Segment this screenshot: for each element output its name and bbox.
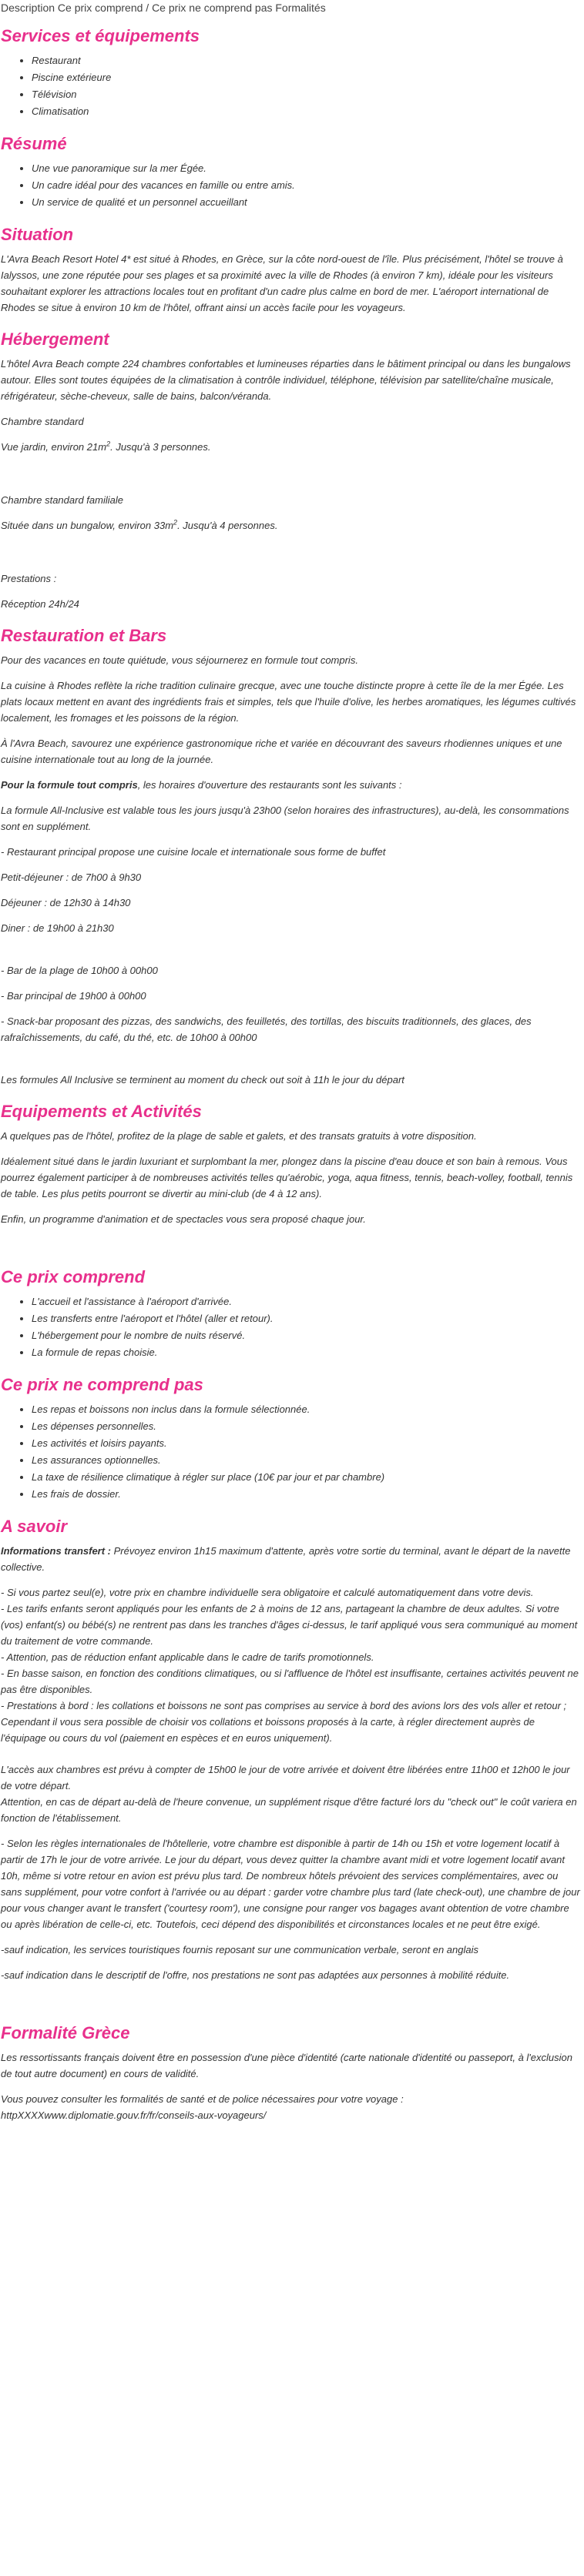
resume-list	[1, 160, 582, 211]
list-item: • Un cadre idéal pour des vacances en famille ou entre amis.	[32, 177, 582, 194]
transfer-info: Informations transfert : Prévoyez environ 1h15 maximum d'attente, après votre sortie du terminal, avant le départ de la navette collective.	[1, 1545, 571, 1573]
restauration-p4: Pour la formule tout compris, les horaires d'ouverture des restaurants sont les suivants :	[1, 779, 402, 791]
list-item: • L'hébergement pour le nombre de nuits réservé.	[32, 1327, 582, 1344]
mobility-note: -sauf indication dans le descriptif de l'offre, nos prestations ne sont pas adaptées aux personnes à mobilité réduite.	[1, 1969, 510, 1981]
list-item: • Climatisation	[32, 103, 582, 120]
beach-bar-hours: - Bar de la plage de 10h00 à 00h00	[1, 965, 158, 976]
activites-p1: A quelques pas de l'hôtel, profitez de la plage de sable et galets, et des transats gratuits à votre disposition.	[1, 1130, 477, 1142]
room-access: L'accès aux chambres est prévu à compter de 15h00 le jour de votre arrivée et doivent être libérées entre 11h00 et 12h00 le jour de votre départ. Attention, en cas de départ au-delà de l'heure convenue, un supplément risque d'être facturé lors du "check out" le coût variera en fonction de l'établissement.	[1, 1764, 577, 1824]
list-item: • Piscine extérieure	[32, 69, 582, 86]
tabs-line: Description Ce prix comprend / Ce prix ne comprend pas Formalités	[1, 2, 326, 14]
services-list	[1, 52, 582, 120]
list-item: • L'accueil et l'assistance à l'aéroport d'arrivée.	[32, 1293, 582, 1310]
list-item: • Les assurances optionnelles.	[32, 1452, 582, 1469]
reception-text: Réception 24h/24	[1, 598, 79, 610]
hotel-rules: - Selon les règles internationales de l'hôtellerie, votre chambre est disponible à partir de 14h ou 15h et votre logement locatif à partir de 17h le jour de votre arrivée. Le jour du départ, vous devez quitter la chambre avant midi et votre logement locatif avant 10h, même si votre retour en avion est prévu plus tard. De nombreux hôtels prévoient des services complémentaires, avec ou sans supplément, pour votre confort à l'arrivée ou au départ : garder votre chambre plus tard (late check-out), une chambre de jour pour vous changer avant le transfert ('courtesy room'), une consigne pour ranger vos bagages avant obtention de votre chambre ou après libération de celle-ci, etc. Toutefois, ceci dépend des disponibilités et circonstances locales et ne peut être exigé.	[1, 1838, 580, 1930]
list-item: • Télévision	[32, 86, 582, 103]
list-item: • Les transferts entre l'aéroport et l'hôtel (aller et retour).	[32, 1310, 582, 1327]
comprend-title: Ce prix comprend	[1, 1267, 146, 1286]
list-item: • Une vue panoramique sur la mer Égée.	[32, 160, 582, 177]
formalite-p2: Vous pouvez consulter les formalités de santé et de police nécessaires pour votre voyage : httpXXXXwww.diplomatie.gouv.fr/fr/conseils-aux-voyageurs/	[1, 2093, 404, 2121]
list-item: • Les frais de dossier.	[32, 1486, 582, 1503]
room2-desc: Située dans un bungalow, environ $33m^2$. Jusqu'à 4 personnes.	[1, 518, 278, 531]
resume-title: Résumé	[1, 134, 67, 153]
list-item: • Un service de qualité et un personnel accueillant	[32, 194, 582, 211]
formalite-title: Formalité Grèce	[1, 2023, 130, 2042]
restauration-title: Restauration et Bars	[1, 626, 167, 645]
activites-p3: Enfin, un programme d'animation et de spectacles vous sera proposé chaque jour.	[1, 1213, 366, 1225]
room1-desc: Vue jardin, environ $21m^2$. Jusqu'à 3 personnes.	[1, 440, 211, 453]
ne-comprend-title: Ce prix ne comprend pas	[1, 1375, 203, 1394]
comprend-list	[1, 1293, 582, 1361]
restauration-p5: La formule All-Inclusive est valable tous les jours jusqu'à 23h00 (selon horaires des infrastructures), au-delà, les consommations sont en supplément.	[1, 805, 569, 832]
room2-name: Chambre standard familiale	[1, 494, 123, 506]
hebergement-intro: L'hôtel Avra Beach compte 224 chambres confortables et lumineuses réparties dans le bâtiment principal ou dans les bungalows autour. Elles sont toutes équipées de la climatisation à contrôle individuel, téléphone, télévision par satellite/chaîne musicale, réfrigérateur, sèche-cheveux, salle de bains, balcon/véranda.	[1, 358, 571, 402]
diplomatie-link[interactable]: httpXXXXwww.diplomatie.gouv.fr/fr/conseils-aux-voyageurs/	[1, 2109, 267, 2121]
ne-comprend-list	[1, 1401, 582, 1503]
list-item: • La formule de repas choisie.	[32, 1344, 582, 1361]
activites-title: Equipements et Activités	[1, 1102, 202, 1121]
list-item: • Les dépenses personnelles.	[32, 1418, 582, 1435]
all-inclusive-note: Les formules All Inclusive se terminent au moment du check out soit à 11h le jour du départ	[1, 1074, 404, 1086]
restauration-p1: Pour des vacances en toute quiétude, vous séjournerez en formule tout compris.	[1, 654, 358, 666]
list-item: • Restaurant	[32, 52, 582, 69]
activites-p2: Idéalement situé dans le jardin luxuriant et surplombant la mer, plongez dans la piscine d'eau douce et son bain à remous. Vous pourrez également participer à de nombreuses activités telles qu'aérobic, yoga, aqua fitness, tennis, beach-volley, football, tennis de table. Les plus petits pourront se divertir au mini-club (de 4 à 12 ans).	[1, 1156, 573, 1199]
prestations-label: Prestations :	[1, 573, 57, 584]
hebergement-title: Hébergement	[1, 330, 109, 349]
list-item: • Les activités et loisirs payants.	[32, 1435, 582, 1452]
formalite-p1: Les ressortissants français doivent être en possession d'une pièce d'identité (carte nationale d'identité ou passeport, à l'exclusion de tout autre document) en cours de validité.	[1, 2052, 572, 2079]
situation-text: L'Avra Beach Resort Hotel 4* est situé à Rhodes, en Grèce, sur la côte nord-ouest de l'île. Plus précisément, l'hôtel se trouve à Ialyssos, une zone réputée pour ses plages et sa proximité avec la ville de Rhodes (à environ 7 km), idéale pour les visiteurs souhaitant explorer les attractions locales tout en profitant d'un cadre plus calme en bord de mer. L'aéroport international de Rhodes se situe à environ 10 km de l'hôtel, offrant ainsi un accès facile pour les voyageurs.	[1, 253, 563, 313]
savoir-conditions: - Si vous partez seul(e), votre prix en chambre individuelle sera obligatoire et calculé automatiquement dans votre devis. - Les tarifs enfants seront appliqués pour les enfants de 2 à moins de 12 ans, partageant la chambre de deux adultes. Si votre (vos) enfant(s) ou bébé(s) ne rentrent pas dans les tranches d'âges ci-dessus, le tarif appliqué vous sera communiqué au moment du traitement de votre commande. - Attention, pas de réduction enfant applicable dans le cadre de tarifs promotionnels. - En basse saison, en fonction des conditions climatiques, ou si l'affluence de l'hôtel est insuffisante, certaines activités peuvent ne pas être disponibles. - Prestations à bord : les collations et boissons ne sont pas comprises au service à bord des avions lors des vols aller et retour ; Cependant il vous sera possible de choisir vos collations et boissons proposés à la carte, à régler directement auprès de l'équipage ou cours du vol (paiement en espèces et en euros uniquement).	[1, 1587, 579, 1744]
list-item: • La taxe de résilience climatique à régler sur place (10€ par jour et par chambre)	[32, 1469, 582, 1486]
list-item: • Les repas et boissons non inclus dans la formule sélectionnée.	[32, 1401, 582, 1418]
restauration-p6: - Restaurant principal propose une cuisine locale et internationale sous forme de buffet	[1, 846, 386, 858]
lunch-hours: Déjeuner : de 12h30 à 14h30	[1, 897, 131, 908]
breakfast-hours: Petit-déjeuner : de 7h00 à 9h30	[1, 871, 142, 883]
language-note: -sauf indication, les services touristiques fournis reposant sur une communication verbale, seront en anglais	[1, 1944, 478, 1955]
situation-title: Situation	[1, 225, 74, 244]
savoir-title: A savoir	[1, 1517, 68, 1536]
snack-bar-hours: - Snack-bar proposant des pizzas, des sandwichs, des feuilletés, des tortillas, des biscuits traditionnels, des glaces, des rafraîchissements, du café, du thé, etc. de 10h00 à 00h00	[1, 1015, 532, 1043]
dinner-hours: Diner : de 19h00 à 21h30	[1, 922, 114, 934]
restauration-p3: À l'Avra Beach, savourez une expérience gastronomique riche et variée en découvrant des saveurs rhodiennes uniques et une cuisine internationale tout au long de la journée.	[1, 738, 562, 765]
room1-name: Chambre standard	[1, 416, 84, 427]
main-bar-hours: - Bar principal de 19h00 à 00h00	[1, 990, 146, 1002]
restauration-p2: La cuisine à Rhodes reflète la riche tradition culinaire grecque, avec une touche distincte propre à cette île de la mer Égée. Les plats locaux mettent en avant des ingrédients frais et simples, tels que l'huile d'olive, les herbes aromatiques, les légumes cultivés localement, les fromages et les poissons de la région.	[1, 680, 576, 724]
services-title: Services et équipements	[1, 26, 200, 45]
